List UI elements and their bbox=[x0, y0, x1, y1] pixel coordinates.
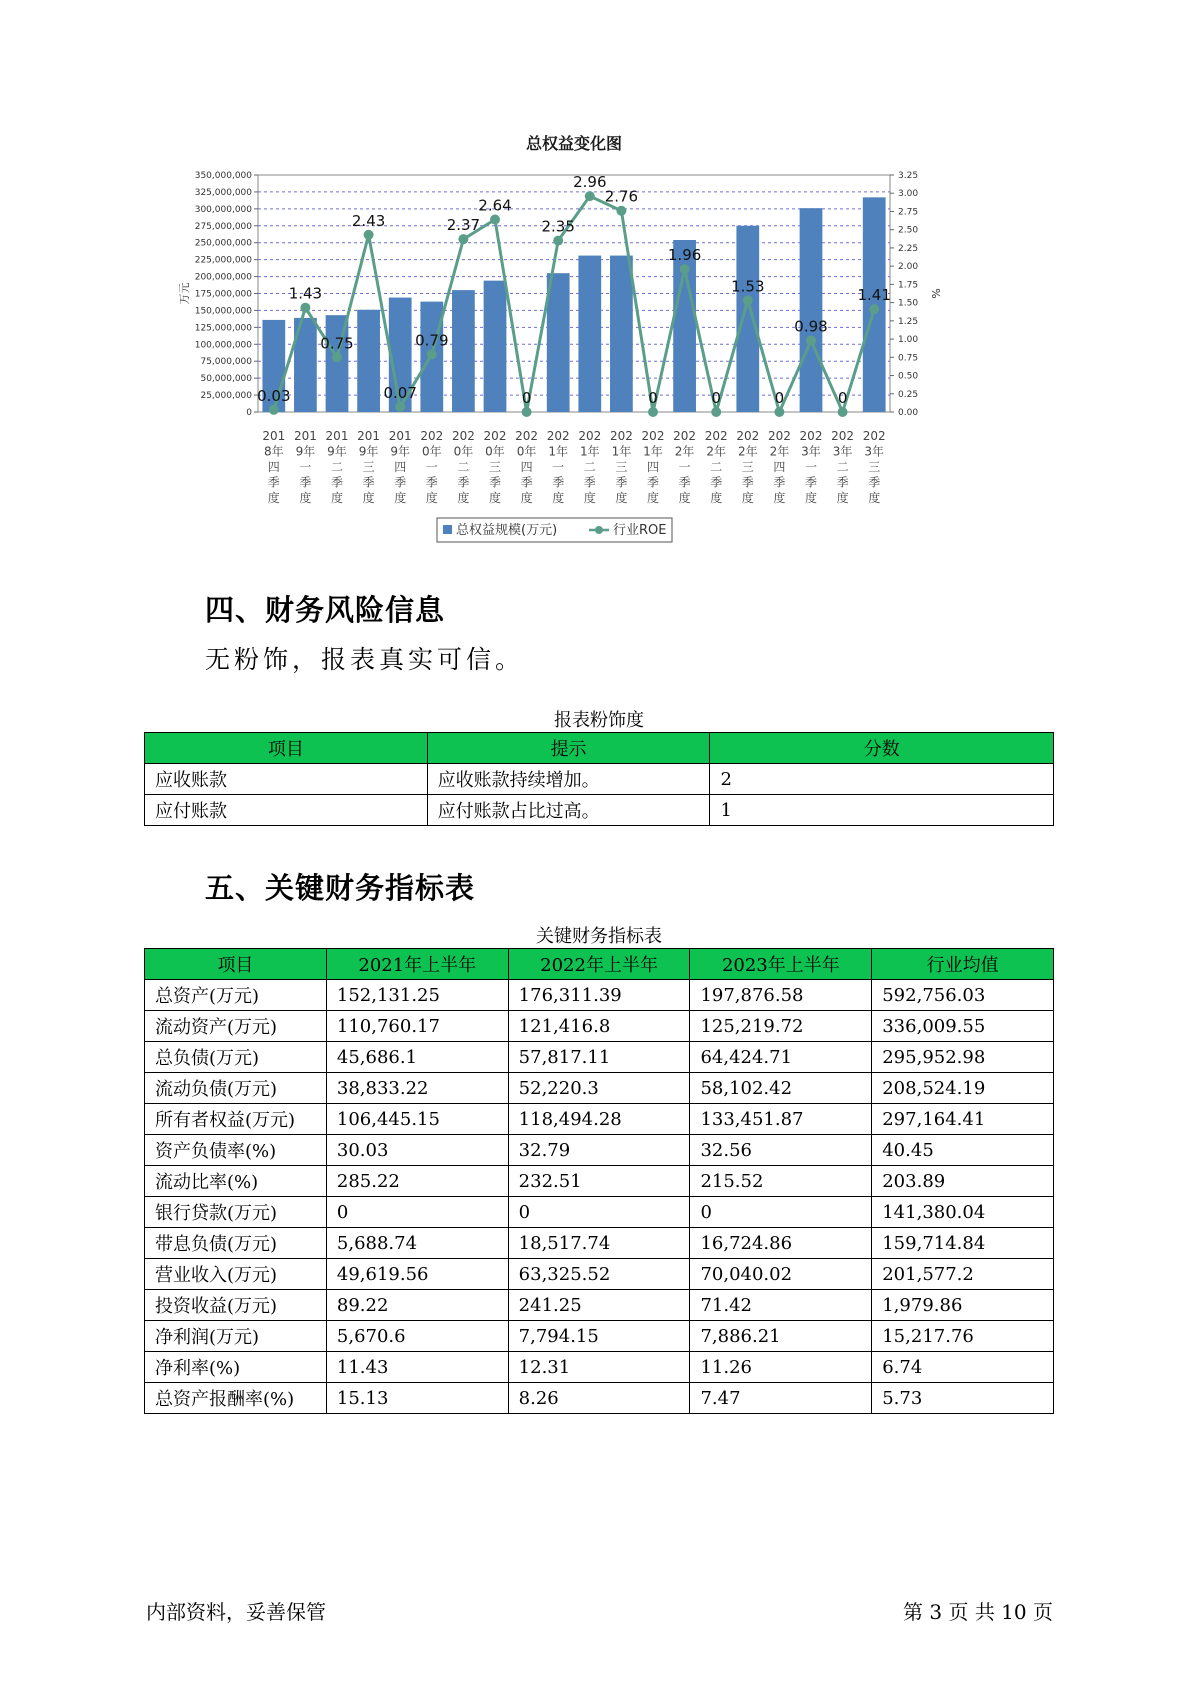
table-cell: 5,670.6 bbox=[326, 1321, 508, 1352]
footer-confidential-note: 内部资料，妥善保管 bbox=[146, 1600, 326, 1624]
roe-point bbox=[711, 407, 721, 417]
table-cell: 18,517.74 bbox=[508, 1228, 690, 1259]
metrics-table-caption: 关键财务指标表 bbox=[536, 926, 662, 947]
table-row bbox=[145, 1166, 1054, 1197]
legend-label-equity: 总权益规模(万元) bbox=[456, 523, 558, 538]
equity-change-chart bbox=[175, 135, 945, 590]
y-axis-tick-label: 75,000,000 bbox=[200, 357, 252, 368]
roe-data-label: 0 bbox=[648, 389, 658, 407]
chart-bar bbox=[736, 226, 759, 412]
roe-data-label: 2.76 bbox=[604, 187, 639, 206]
y-axis-tick-label: 250,000,000 bbox=[194, 238, 252, 249]
roe-point bbox=[490, 214, 500, 224]
table-cell: 投资收益(万元) bbox=[145, 1290, 327, 1321]
table-cell: 总资产报酬率(%) bbox=[145, 1383, 327, 1414]
table-cell: 30.03 bbox=[326, 1135, 508, 1166]
table-cell: 15,217.76 bbox=[872, 1321, 1054, 1352]
roe-point bbox=[869, 304, 879, 314]
table-cell: 64,424.71 bbox=[690, 1042, 872, 1073]
table-cell: 110,760.17 bbox=[326, 1011, 508, 1042]
roe-point bbox=[774, 407, 784, 417]
roe-data-label: 0 bbox=[774, 389, 785, 407]
y-axis-tick-label: 50,000,000 bbox=[200, 374, 252, 385]
y2-axis-tick-label: 1.75 bbox=[898, 280, 919, 291]
table-cell: 89.22 bbox=[326, 1290, 508, 1321]
table-cell: 232.51 bbox=[508, 1166, 690, 1197]
chart-bar bbox=[357, 310, 380, 412]
table-row bbox=[145, 1352, 1054, 1383]
table-header-row bbox=[145, 733, 1054, 764]
table-cell: 58,102.42 bbox=[690, 1073, 872, 1104]
table-cell: 285.22 bbox=[326, 1166, 508, 1197]
y2-axis-tick-label: 1.00 bbox=[898, 335, 919, 346]
y-axis-tick-label: 325,000,000 bbox=[194, 187, 252, 198]
roe-point bbox=[364, 230, 374, 240]
roe-data-label: 1.41 bbox=[857, 286, 891, 305]
table-cell: 8.26 bbox=[508, 1383, 690, 1414]
y-axis-tick-label: 175,000,000 bbox=[194, 289, 252, 300]
table-cell: 215.52 bbox=[690, 1166, 872, 1197]
section4-heading: 四、财务风险信息 bbox=[205, 593, 446, 627]
x-axis-tick-label: 202 2年二季度 bbox=[704, 429, 728, 505]
x-axis-tick-label: 201 9年一季度 bbox=[293, 429, 317, 505]
roe-data-label: 2.43 bbox=[351, 211, 386, 230]
table-cell: 1 bbox=[710, 795, 1054, 826]
y-axis-tick-label: 25,000,000 bbox=[200, 391, 252, 402]
roe-data-label: 2.35 bbox=[541, 217, 575, 236]
table-cell: 净利率(%) bbox=[145, 1352, 327, 1383]
table-header-cell: 分数 bbox=[710, 733, 1054, 764]
y-axis-tick-label: 100,000,000 bbox=[194, 340, 252, 351]
roe-data-label: 1.96 bbox=[667, 246, 702, 265]
table-cell: 5.73 bbox=[872, 1383, 1054, 1414]
table-row bbox=[145, 1321, 1054, 1352]
x-axis-tick-label: 202 0年二季度 bbox=[451, 429, 475, 505]
table-cell: 应收账款 bbox=[145, 764, 428, 795]
table-cell: 11.26 bbox=[690, 1352, 872, 1383]
x-axis-tick-label: 202 1年四季度 bbox=[641, 429, 665, 505]
table-cell: 7.47 bbox=[690, 1383, 872, 1414]
table-cell: 16,724.86 bbox=[690, 1228, 872, 1259]
table-row bbox=[145, 1290, 1054, 1321]
roe-point bbox=[522, 407, 532, 417]
key-metrics-table bbox=[144, 948, 1054, 1414]
x-axis-tick-label: 202 3年三季度 bbox=[862, 429, 886, 505]
x-axis-tick-label: 202 1年一季度 bbox=[546, 429, 570, 505]
legend-point-swatch bbox=[595, 526, 603, 534]
roe-data-label: 1.43 bbox=[288, 284, 323, 303]
x-axis-tick-label: 202 0年三季度 bbox=[483, 429, 507, 505]
table-cell: 总负债(万元) bbox=[145, 1042, 327, 1073]
x-axis-tick-label: 202 3年二季度 bbox=[831, 429, 855, 505]
x-axis-tick-label: 201 9年二季度 bbox=[325, 429, 349, 505]
x-axis-tick-label: 202 0年一季度 bbox=[420, 429, 444, 505]
y2-axis-tick-label: 0.00 bbox=[898, 408, 919, 418]
table-cell: 11.43 bbox=[326, 1352, 508, 1383]
table-cell: 592,756.03 bbox=[872, 980, 1054, 1011]
table-cell: 297,164.41 bbox=[872, 1104, 1054, 1135]
roe-point bbox=[585, 191, 595, 201]
table-header-cell: 行业均值 bbox=[872, 949, 1054, 980]
y-axis-tick-label: 300,000,000 bbox=[194, 204, 252, 215]
table-cell: 141,380.04 bbox=[872, 1197, 1054, 1228]
table-row bbox=[145, 1073, 1054, 1104]
roe-data-label: 0 bbox=[711, 389, 721, 407]
table-cell: 带息负债(万元) bbox=[145, 1228, 327, 1259]
risk-table bbox=[144, 732, 1054, 826]
table-header-cell: 项目 bbox=[145, 733, 428, 764]
roe-data-label: 0 bbox=[837, 389, 848, 407]
roe-point bbox=[680, 264, 690, 274]
y2-axis-tick-label: 0.75 bbox=[898, 353, 919, 364]
chart-bar bbox=[800, 208, 823, 412]
table-cell: 5,688.74 bbox=[326, 1228, 508, 1259]
y2-axis-tick-label: 2.25 bbox=[898, 243, 919, 254]
y2-axis-tick-label: 2.00 bbox=[898, 262, 919, 273]
roe-point bbox=[395, 402, 405, 412]
table-cell: 40.45 bbox=[872, 1135, 1054, 1166]
table-cell: 7,794.15 bbox=[508, 1321, 690, 1352]
roe-point bbox=[616, 206, 626, 216]
table-cell: 241.25 bbox=[508, 1290, 690, 1321]
roe-point bbox=[806, 336, 816, 346]
table-cell: 32.79 bbox=[508, 1135, 690, 1166]
table-cell: 57,817.11 bbox=[508, 1042, 690, 1073]
roe-point bbox=[332, 352, 342, 362]
table-cell: 12.31 bbox=[508, 1352, 690, 1383]
table-cell: 净利润(万元) bbox=[145, 1321, 327, 1352]
table-cell: 0 bbox=[326, 1197, 508, 1228]
table-cell: 201,577.2 bbox=[872, 1259, 1054, 1290]
y2-axis-tick-label: 0.50 bbox=[898, 371, 919, 382]
y-axis-tick-label: 150,000,000 bbox=[194, 306, 252, 317]
y2-axis-label: % bbox=[929, 288, 942, 299]
chart-bar bbox=[547, 273, 570, 412]
table-cell: 106,445.15 bbox=[326, 1104, 508, 1135]
legend-bar-swatch bbox=[443, 525, 452, 534]
roe-point bbox=[838, 407, 848, 417]
table-cell: 应收账款持续增加。 bbox=[427, 764, 710, 795]
x-axis-tick-label: 201 8年四季度 bbox=[262, 429, 286, 505]
x-axis-tick-label: 202 2年一季度 bbox=[673, 429, 697, 505]
table-cell: 71.42 bbox=[690, 1290, 872, 1321]
y-axis-tick-label: 275,000,000 bbox=[194, 221, 252, 232]
roe-data-label: 0.75 bbox=[320, 334, 354, 353]
table-cell: 52,220.3 bbox=[508, 1073, 690, 1104]
table-cell: 流动比率(%) bbox=[145, 1166, 327, 1197]
table-header-cell: 项目 bbox=[145, 949, 327, 980]
table-cell: 118,494.28 bbox=[508, 1104, 690, 1135]
roe-data-label: 1.53 bbox=[731, 277, 765, 296]
x-axis-tick-label: 202 1年二季度 bbox=[578, 429, 602, 505]
table-cell: 32.56 bbox=[690, 1135, 872, 1166]
chart-bar bbox=[484, 281, 507, 412]
table-cell: 应付账款占比过高。 bbox=[427, 795, 710, 826]
table-cell: 应付账款 bbox=[145, 795, 428, 826]
table-cell: 45,686.1 bbox=[326, 1042, 508, 1073]
table-cell: 203.89 bbox=[872, 1166, 1054, 1197]
table-row bbox=[145, 1042, 1054, 1073]
x-axis-tick-label: 202 0年四季度 bbox=[515, 429, 539, 505]
legend-label-roe: 行业ROE bbox=[613, 523, 667, 538]
chart-title: 总权益变化图 bbox=[525, 135, 623, 153]
y2-axis-tick-label: 0.25 bbox=[898, 389, 919, 400]
table-header-row bbox=[145, 949, 1054, 980]
table-header-cell: 2023年上半年 bbox=[690, 949, 872, 980]
table-cell: 15.13 bbox=[326, 1383, 508, 1414]
roe-point bbox=[269, 405, 279, 415]
chart-bar bbox=[452, 290, 475, 412]
table-cell: 38,833.22 bbox=[326, 1073, 508, 1104]
section4-paragraph: 无粉饰，报表真实可信。 bbox=[205, 645, 525, 674]
table-cell: 133,451.87 bbox=[690, 1104, 872, 1135]
roe-point bbox=[743, 295, 753, 305]
roe-data-label: 0 bbox=[521, 389, 532, 407]
roe-data-label: 0.07 bbox=[383, 383, 417, 402]
table-row bbox=[145, 1011, 1054, 1042]
roe-point bbox=[648, 407, 658, 417]
table-cell: 336,009.55 bbox=[872, 1011, 1054, 1042]
y-axis-tick-label: 350,000,000 bbox=[194, 171, 252, 181]
roe-data-label: 0.98 bbox=[794, 317, 828, 336]
table-cell: 121,416.8 bbox=[508, 1011, 690, 1042]
table-cell: 152,131.25 bbox=[326, 980, 508, 1011]
roe-point bbox=[553, 236, 563, 246]
x-axis-tick-label: 202 2年三季度 bbox=[736, 429, 760, 505]
chart-bar bbox=[578, 256, 601, 412]
risk-table-caption: 报表粉饰度 bbox=[554, 710, 644, 731]
roe-data-label: 2.37 bbox=[446, 216, 481, 235]
table-cell: 资产负债率(%) bbox=[145, 1135, 327, 1166]
table-cell: 0 bbox=[690, 1197, 872, 1228]
table-row bbox=[145, 980, 1054, 1011]
x-axis-tick-label: 202 2年四季度 bbox=[767, 429, 791, 505]
table-header-cell: 提示 bbox=[427, 733, 710, 764]
x-axis-tick-label: 202 1年三季度 bbox=[609, 429, 633, 505]
y2-axis-tick-label: 3.00 bbox=[898, 189, 919, 200]
y2-axis-tick-label: 2.75 bbox=[898, 207, 919, 218]
table-cell: 125,219.72 bbox=[690, 1011, 872, 1042]
table-row bbox=[145, 795, 1054, 826]
table-row bbox=[145, 1259, 1054, 1290]
chart-bar bbox=[610, 256, 633, 412]
y2-axis-tick-label: 1.50 bbox=[898, 298, 919, 309]
table-cell: 63,325.52 bbox=[508, 1259, 690, 1290]
y-axis-tick-label: 0 bbox=[246, 408, 252, 418]
table-cell: 流动资产(万元) bbox=[145, 1011, 327, 1042]
table-cell: 6.74 bbox=[872, 1352, 1054, 1383]
y2-axis-tick-label: 3.25 bbox=[898, 171, 919, 181]
y-axis-label: 万元 bbox=[178, 282, 191, 305]
table-cell: 197,876.58 bbox=[690, 980, 872, 1011]
table-cell: 所有者权益(万元) bbox=[145, 1104, 327, 1135]
table-cell: 营业收入(万元) bbox=[145, 1259, 327, 1290]
table-cell: 159,714.84 bbox=[872, 1228, 1054, 1259]
x-axis-tick-label: 202 3年一季度 bbox=[799, 429, 823, 505]
y2-axis-tick-label: 2.50 bbox=[898, 225, 919, 236]
table-cell: 208,524.19 bbox=[872, 1073, 1054, 1104]
table-cell: 176,311.39 bbox=[508, 980, 690, 1011]
roe-data-label: 2.64 bbox=[478, 196, 512, 215]
table-cell: 7,886.21 bbox=[690, 1321, 872, 1352]
table-cell: 银行贷款(万元) bbox=[145, 1197, 327, 1228]
table-cell: 0 bbox=[508, 1197, 690, 1228]
roe-point bbox=[300, 303, 310, 313]
roe-data-label: 2.96 bbox=[573, 173, 607, 192]
roe-data-label: 0.03 bbox=[257, 386, 291, 405]
footer-page-number: 第 3 页 共 10 页 bbox=[903, 1600, 1053, 1624]
table-cell: 70,040.02 bbox=[690, 1259, 872, 1290]
table-cell: 1,979.86 bbox=[872, 1290, 1054, 1321]
section5-heading: 五、关键财务指标表 bbox=[205, 871, 476, 905]
table-row bbox=[145, 764, 1054, 795]
roe-data-label: 0.79 bbox=[415, 331, 449, 350]
table-cell: 49,619.56 bbox=[326, 1259, 508, 1290]
table-cell: 2 bbox=[710, 764, 1054, 795]
table-row bbox=[145, 1104, 1054, 1135]
table-cell: 295,952.98 bbox=[872, 1042, 1054, 1073]
table-row bbox=[145, 1228, 1054, 1259]
table-row bbox=[145, 1383, 1054, 1414]
table-row bbox=[145, 1197, 1054, 1228]
table-header-cell: 2021年上半年 bbox=[326, 949, 508, 980]
y-axis-tick-label: 200,000,000 bbox=[194, 272, 252, 283]
table-row bbox=[145, 1135, 1054, 1166]
x-axis-tick-label: 201 9年三季度 bbox=[357, 429, 381, 505]
table-cell: 流动负债(万元) bbox=[145, 1073, 327, 1104]
roe-point bbox=[458, 234, 468, 244]
roe-point bbox=[427, 349, 437, 359]
y2-axis-tick-label: 1.25 bbox=[898, 316, 919, 327]
table-header-cell: 2022年上半年 bbox=[508, 949, 690, 980]
y-axis-tick-label: 225,000,000 bbox=[194, 255, 252, 266]
x-axis-tick-label: 201 9年四季度 bbox=[388, 429, 412, 505]
y-axis-tick-label: 125,000,000 bbox=[194, 323, 252, 334]
table-cell: 总资产(万元) bbox=[145, 980, 327, 1011]
